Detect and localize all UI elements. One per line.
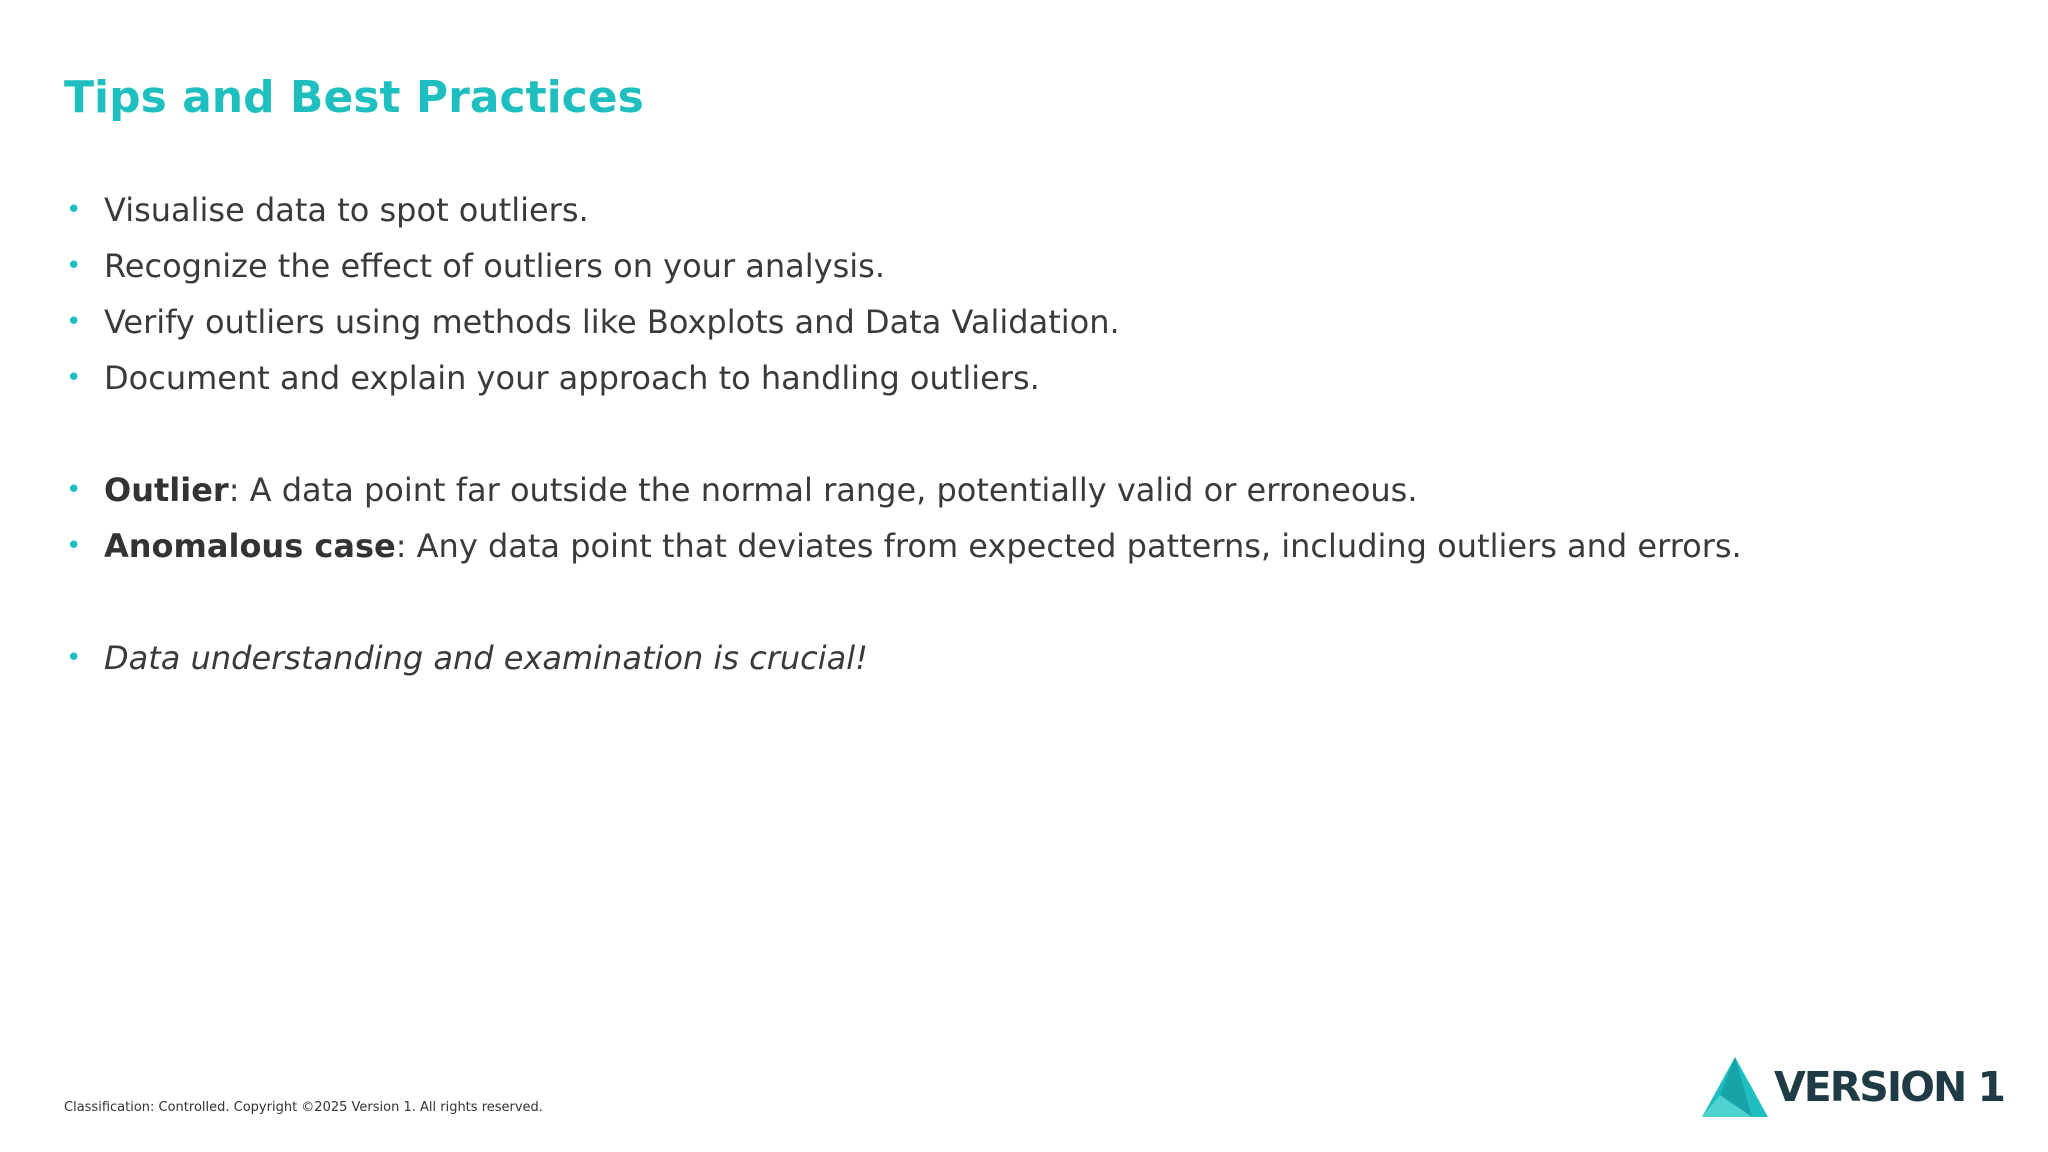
definition-item-anomalous-case <box>64 518 1964 574</box>
bullet-item <box>64 238 1964 294</box>
footer-copyright: Classification: Controlled. Copyright ©2025 Version 1. All rights reserved. <box>64 1100 543 1115</box>
bullet-text: Recognize the effect of outliers on your analysis. <box>104 247 885 285</box>
definition-text: : Any data point that deviates from expected patterns, including outliers and errors. <box>395 527 1742 565</box>
bullet-item <box>64 294 1964 350</box>
bullet-list <box>64 182 1964 686</box>
bullet-text: Document and explain your approach to handling outliers. <box>104 359 1040 397</box>
spacer <box>64 406 1964 462</box>
bullet-dot-icon: • <box>66 251 82 281</box>
closing-note: Data understanding and examination is crucial! <box>104 639 868 677</box>
slide-title: Tips and Best Practices <box>64 72 644 123</box>
definition-item-outlier <box>64 462 1964 518</box>
definition-text: : A data point far outside the normal range, potentially valid or erroneous. <box>228 471 1418 509</box>
version1-logo <box>1700 1054 2004 1120</box>
bullet-item <box>64 182 1964 238</box>
definition-term: Anomalous case <box>104 527 396 565</box>
bullet-dot-icon: • <box>66 363 82 393</box>
closing-note-item <box>64 630 1964 686</box>
bullet-text: Visualise data to spot outliers. <box>104 191 589 229</box>
bullet-dot-icon: • <box>66 195 82 225</box>
logo-wordmark: VERSION 1 <box>1774 1063 2005 1111</box>
version1-triangle-icon <box>1700 1055 1770 1119</box>
bullet-dot-icon: • <box>66 531 82 561</box>
bullet-item <box>64 350 1964 406</box>
bullet-dot-icon: • <box>66 475 82 505</box>
definition-term: Outlier <box>104 471 229 509</box>
bullet-text: Verify outliers using methods like Boxplots and Data Validation. <box>104 303 1120 341</box>
spacer <box>64 574 1964 630</box>
bullet-dot-icon: • <box>66 643 82 673</box>
bullet-dot-icon: • <box>66 307 82 337</box>
